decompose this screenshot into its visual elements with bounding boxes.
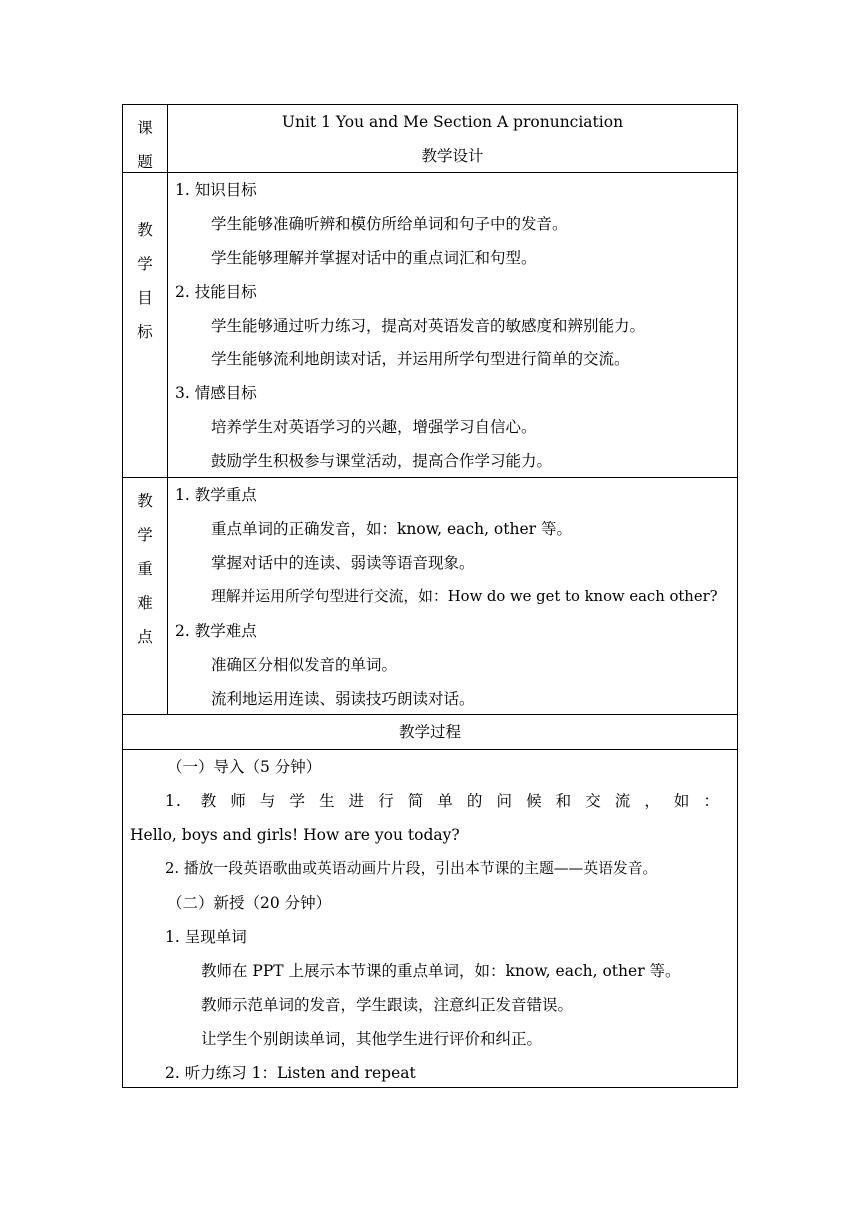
objective-item: 学生能够通过听力练习，提高对英语发音的敏感度和辨别能力。 bbox=[211, 317, 646, 335]
objectives-label bbox=[123, 213, 167, 349]
process-section-intro: （一）导入（5 分钟） bbox=[167, 758, 322, 776]
label-char: 学 bbox=[137, 526, 153, 544]
objective-item: 学生能够流利地朗读对话，并运用所学句型进行简单的交流。 bbox=[211, 350, 630, 368]
process-step: 教师示范单词的发音，学生跟读，注意纠正发音错误。 bbox=[201, 996, 574, 1014]
label-char: 课 bbox=[137, 119, 153, 137]
process-item: 1. 教师与学生进行简单的问候和交流，如： bbox=[165, 792, 720, 810]
keypoint-item: 理解并运用所学句型进行交流，如：How do we get to know each other? bbox=[211, 588, 718, 605]
process-step: 让学生个别朗读单词，其他学生进行评价和纠正。 bbox=[201, 1030, 543, 1048]
keypoint-item: 重点单词的正确发音，如：know, each, other 等。 bbox=[211, 520, 572, 538]
keypoint-heading-difficulty: 2. 教学难点 bbox=[175, 622, 257, 640]
objective-item: 鼓励学生积极参与课堂活动，提高合作学习能力。 bbox=[211, 452, 553, 470]
row-divider bbox=[122, 714, 738, 715]
lesson-plan-table bbox=[122, 104, 738, 1088]
keypoint-heading-focus: 1. 教学重点 bbox=[175, 486, 257, 504]
process-item: 2. 播放一段英语歌曲或英语动画片片段，引出本节课的主题——英语发音。 bbox=[165, 860, 658, 877]
label-column-divider bbox=[167, 104, 168, 715]
process-heading: 教学过程 bbox=[398, 723, 461, 741]
process-step: 教师在 PPT 上展示本节课的重点单词，如：know, each, other 等。 bbox=[201, 962, 681, 980]
table-border-top bbox=[122, 104, 738, 105]
objective-item: 学生能够准确听辨和模仿所给单词和句子中的发音。 bbox=[211, 215, 568, 233]
table-border-bottom bbox=[122, 1087, 738, 1088]
objective-heading-affective: 3. 情感目标 bbox=[175, 384, 257, 402]
label-char: 目 bbox=[137, 289, 153, 307]
process-section-new: （二）新授（20 分钟） bbox=[167, 894, 332, 912]
process-subheading: 1. 呈现单词 bbox=[165, 928, 247, 946]
objective-heading-skills: 2. 技能目标 bbox=[175, 283, 257, 301]
label-char: 重 bbox=[137, 560, 153, 578]
keypoint-item: 掌握对话中的连读、弱读等语音现象。 bbox=[211, 554, 475, 572]
label-char: 难 bbox=[137, 594, 153, 612]
label-char: 教 bbox=[137, 492, 153, 510]
objective-heading-knowledge: 1. 知识目标 bbox=[175, 181, 257, 199]
objective-item: 学生能够理解并掌握对话中的重点词汇和句型。 bbox=[211, 249, 537, 267]
objective-item: 培养学生对英语学习的兴趣，增强学习自信心。 bbox=[211, 418, 537, 436]
keypoint-item: 流利地运用连读、弱读技巧朗读对话。 bbox=[211, 690, 475, 708]
process-subheading: 2. 听力练习 1：Listen and repeat bbox=[165, 1064, 416, 1082]
label-char: 题 bbox=[137, 153, 153, 171]
header-label bbox=[123, 111, 167, 179]
table-border-right bbox=[737, 104, 738, 1088]
row-divider bbox=[122, 749, 738, 750]
keypoint-item: 准确区分相似发音的单词。 bbox=[211, 656, 398, 674]
row-divider bbox=[122, 477, 738, 478]
lesson-title: Unit 1 You and Me Section A pronunciation bbox=[281, 113, 624, 131]
label-char: 标 bbox=[137, 323, 153, 341]
label-char: 点 bbox=[137, 628, 153, 646]
lesson-subtitle: 教学设计 bbox=[421, 147, 484, 165]
label-char: 学 bbox=[137, 255, 153, 273]
label-char: 教 bbox=[137, 221, 153, 239]
row-divider bbox=[122, 172, 738, 173]
process-item-continued: Hello, boys and girls! How are you today? bbox=[130, 826, 460, 844]
keypoints-label bbox=[123, 484, 167, 654]
